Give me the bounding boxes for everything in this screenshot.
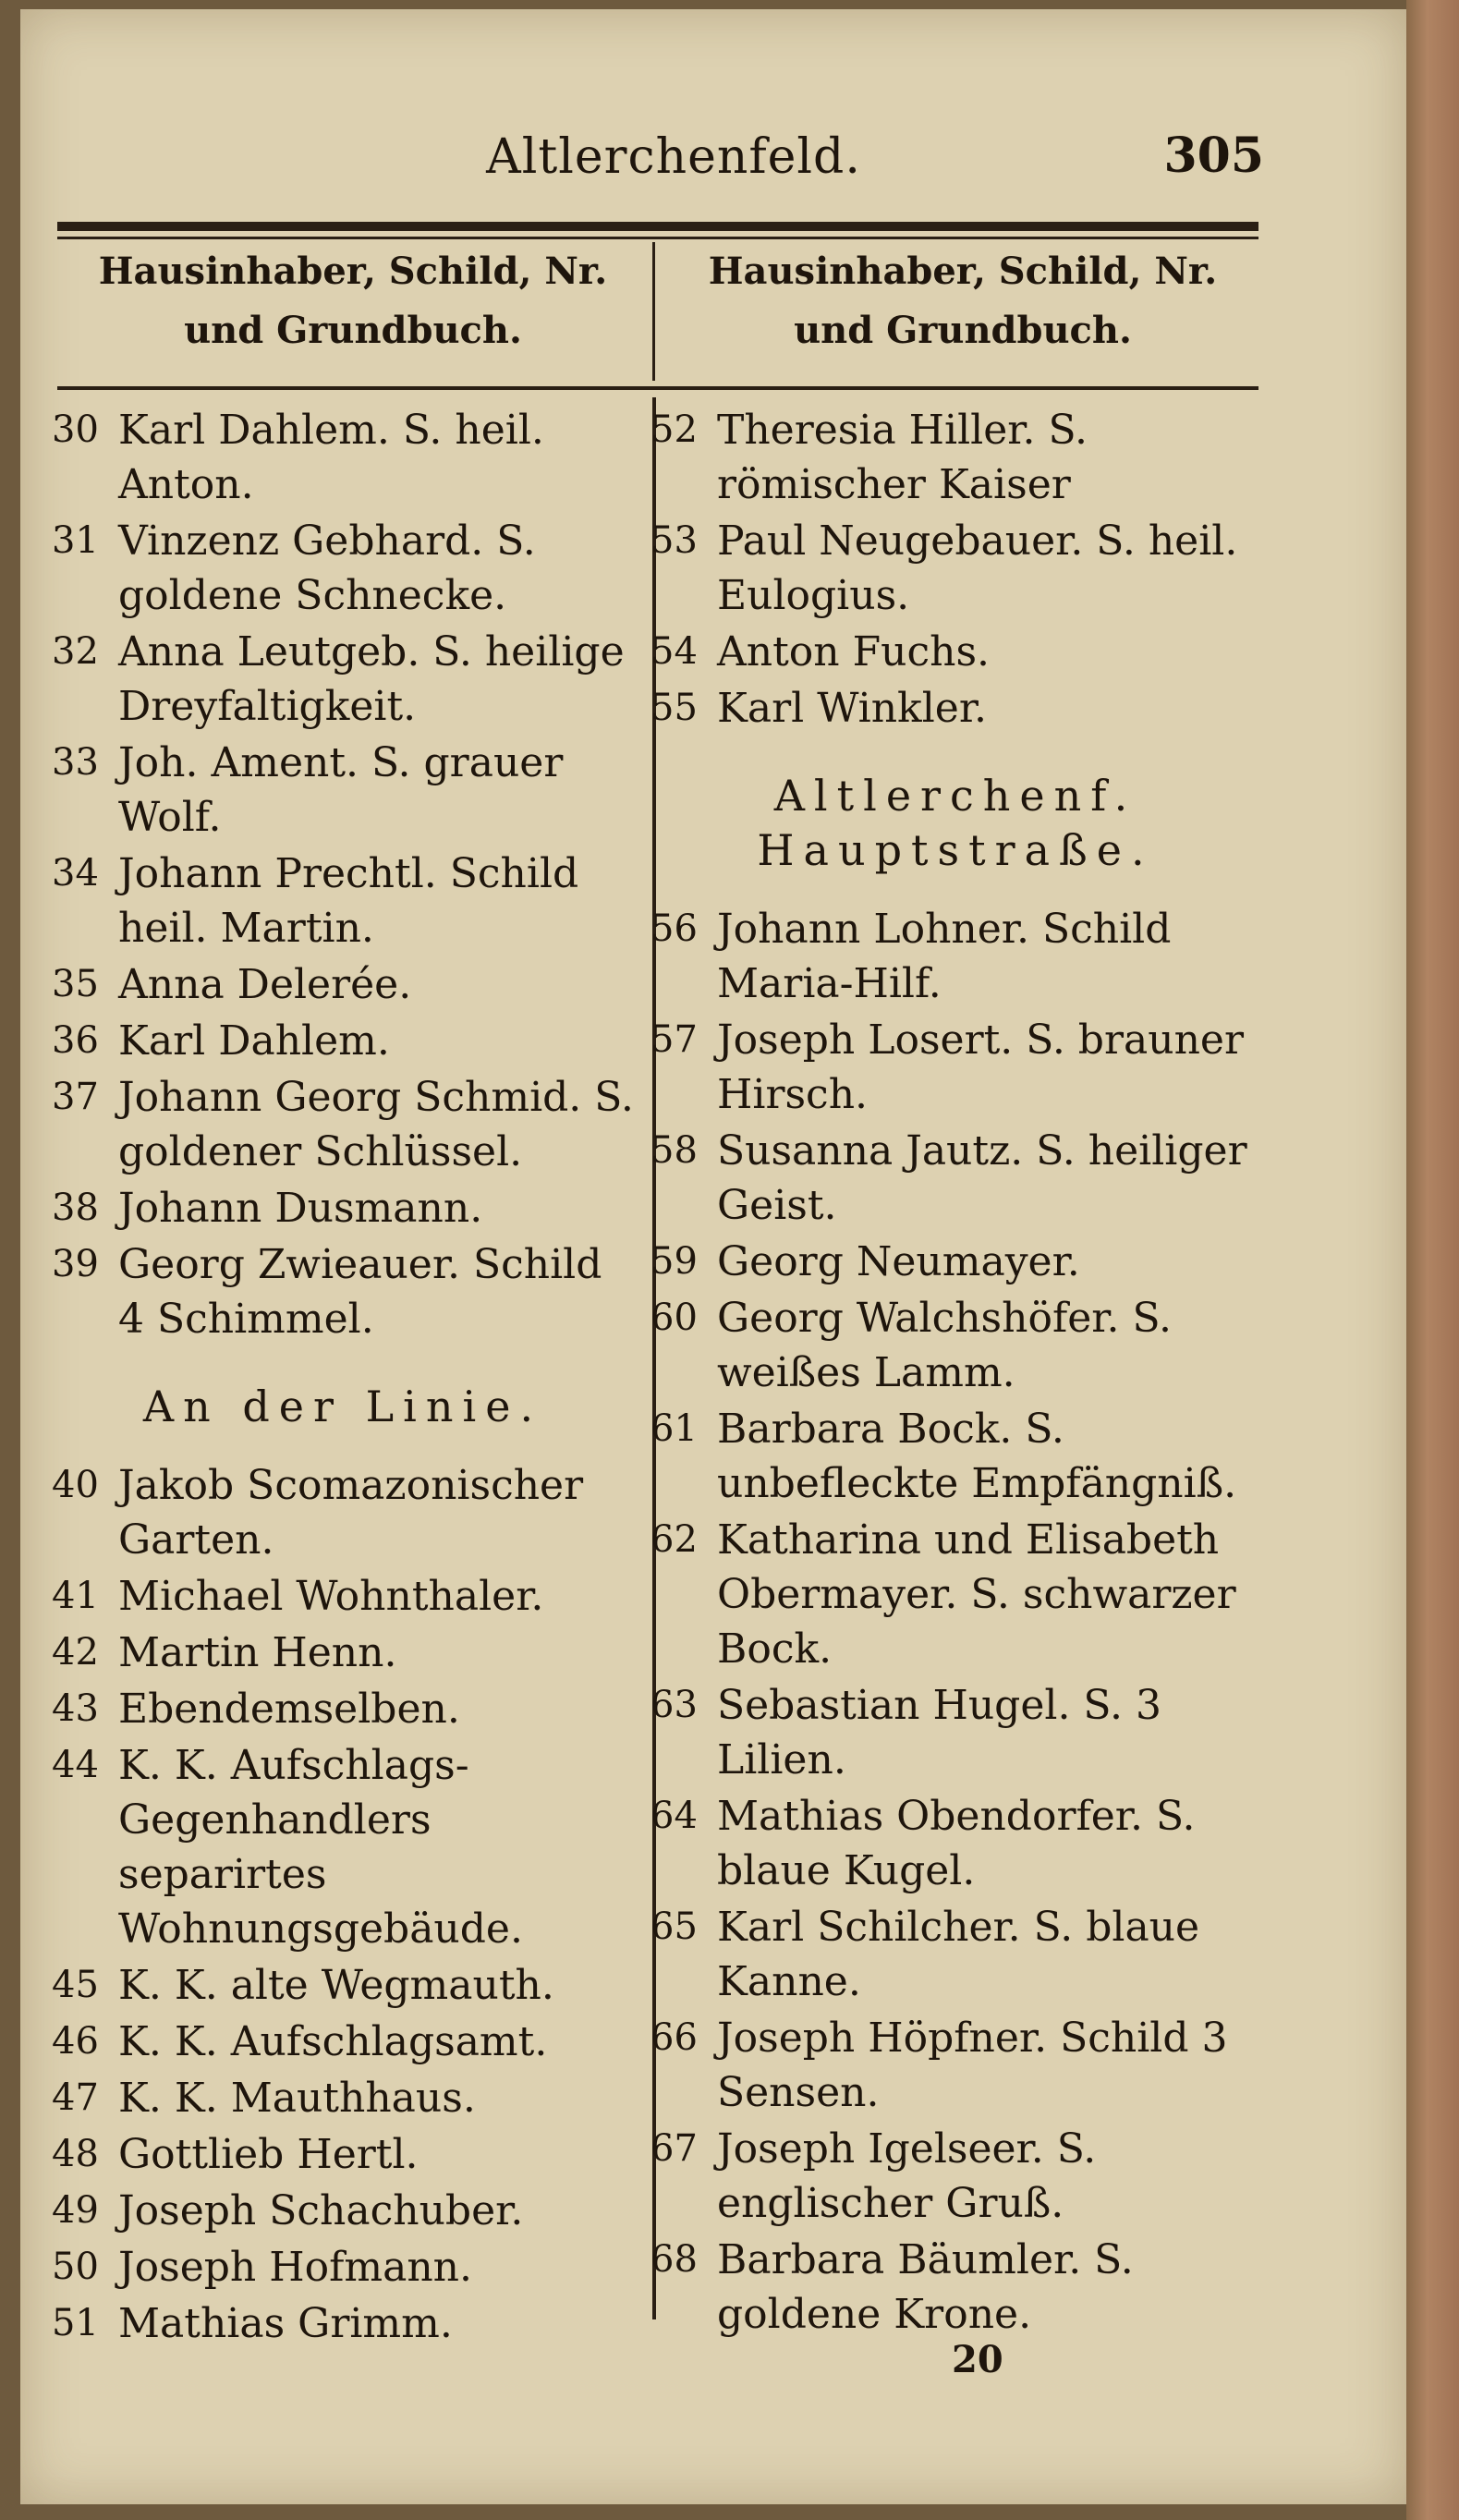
house-entry [52, 846, 634, 956]
house-entry [650, 403, 1260, 512]
right-column-header: Hausinhaber, Schild, Nr. und Grundbuch. [708, 250, 1218, 352]
house-entry [52, 1625, 634, 1680]
house-entry [52, 1070, 634, 1179]
owner-and-sign: Michael Wohnthaler. [118, 1573, 544, 1620]
house-number: 63 [650, 1684, 698, 1726]
house-number: 35 [52, 963, 99, 1005]
house-entry [52, 1738, 634, 1956]
owner-and-sign: Karl Dahlem. S. heil. Anton. [118, 407, 544, 508]
section-title-an-der-linie: An der Linie. [142, 1382, 543, 1431]
house-entry [650, 1402, 1260, 1511]
left-column [52, 403, 634, 2353]
owner-and-sign: Barbara Bock. S. unbefleckte Empfängniß. [717, 1406, 1237, 1507]
house-entry [650, 514, 1260, 623]
owner-and-sign: Anton Fuchs. [717, 628, 991, 676]
owner-and-sign: Paul Neugebauer. S. heil. Eulogius. [717, 517, 1238, 619]
house-number: 55 [650, 687, 698, 729]
house-entry [650, 625, 1260, 679]
house-number: 45 [52, 1964, 99, 2006]
house-entry [650, 1678, 1260, 1787]
house-number: 57 [650, 1018, 698, 1061]
house-number: 64 [650, 1795, 698, 1837]
owner-and-sign: Joseph Hofmann. [118, 2244, 473, 2291]
owner-and-sign: Vinzenz Gebhard. S. goldene Schnecke. [118, 517, 536, 619]
owner-and-sign: Ebendemselben. [118, 1686, 460, 1733]
house-entry [52, 1569, 634, 1624]
house-entry [650, 1291, 1260, 1400]
house-entry [650, 1513, 1260, 1676]
house-number: 56 [650, 907, 698, 950]
owner-and-sign: Karl Schilcher. S. blaue Kanne. [717, 1904, 1200, 2005]
owner-and-sign: Joseph Losert. S. brauner Hirsch. [717, 1017, 1244, 1118]
house-entry [650, 2233, 1260, 2342]
header-rule-thin [57, 237, 1258, 239]
owner-and-sign: Anna Leutgeb. S. heilige Dreyfaltigkeit. [118, 628, 625, 730]
house-number: 48 [52, 2133, 99, 2175]
house-number: 36 [52, 1019, 99, 1062]
house-entry [650, 902, 1260, 1011]
house-entry [650, 1235, 1260, 1289]
owner-and-sign: Joh. Ament. S. grauer Wolf. [118, 739, 564, 841]
owner-and-sign: Georg Zwieauer. Schild 4 Schimmel. [118, 1241, 602, 1343]
house-entry [52, 2240, 634, 2295]
owner-and-sign: Georg Neumayer. [717, 1238, 1080, 1285]
page-title: Altlerchenfeld. [486, 129, 861, 185]
house-number: 52 [650, 408, 698, 451]
house-number: 33 [52, 741, 99, 784]
owner-and-sign: K. K. Mauthhaus. [118, 2075, 476, 2122]
house-number: 67 [650, 2127, 698, 2170]
owner-and-sign: Joseph Schachuber. [118, 2187, 524, 2234]
house-number: 65 [650, 1905, 698, 1948]
house-entry [52, 1458, 634, 1567]
house-number: 39 [52, 1243, 99, 1285]
header-divider [652, 242, 655, 381]
house-number: 30 [52, 408, 99, 451]
owner-and-sign: Gottlieb Hertl. [118, 2131, 419, 2178]
house-number: 42 [52, 1631, 99, 1674]
house-number: 43 [52, 1687, 99, 1730]
left-column-header: Hausinhaber, Schild, Nr. und Grundbuch. [98, 250, 608, 352]
house-entry [650, 1900, 1260, 2009]
house-entry [52, 1958, 634, 2013]
owner-and-sign: K. K. Aufschlags-Gegenhandlers separirtes Wohnungsgebäude. [118, 1742, 523, 1953]
owner-and-sign: Johann Lohner. Schild Maria-Hilf. [717, 906, 1172, 1007]
owner-and-sign: Martin Henn. [118, 1629, 397, 1676]
house-number: 59 [650, 1240, 698, 1283]
house-entry [52, 1014, 634, 1068]
owner-and-sign: Joseph Igelseer. S. englischer Gruß. [717, 2125, 1097, 2227]
owner-and-sign: Mathias Grimm. [118, 2300, 453, 2347]
house-number: 50 [52, 2246, 99, 2288]
house-entry [52, 514, 634, 623]
owner-and-sign: Karl Dahlem. [118, 1017, 390, 1065]
house-number: 51 [52, 2302, 99, 2344]
owner-and-sign: Anna Delerée. [118, 961, 412, 1008]
house-number: 54 [650, 630, 698, 673]
house-entry [52, 2015, 634, 2069]
right-entries-bottom [650, 902, 1260, 2342]
owner-and-sign: Susanna Jautz. S. heiliger Geist. [717, 1127, 1247, 1229]
house-entry [52, 2071, 634, 2125]
left-entries-top [52, 403, 634, 1346]
house-entry [52, 957, 634, 1012]
house-number: 60 [650, 1297, 698, 1339]
owner-and-sign: Johann Prechtl. Schild heil. Martin. [118, 850, 579, 952]
house-entry [52, 403, 634, 512]
house-number: 32 [52, 630, 99, 673]
house-entry [650, 1789, 1260, 1898]
house-number: 49 [52, 2189, 99, 2232]
house-number: 46 [52, 2020, 99, 2063]
owner-and-sign: Katharina und Elisabeth Obermayer. S. schwarzer Bock. [717, 1516, 1236, 1673]
page-header [83, 118, 1264, 201]
house-entry [650, 1013, 1260, 1122]
house-entry [52, 1237, 634, 1346]
house-number: 37 [52, 1076, 99, 1118]
right-column [650, 403, 1260, 2343]
house-entry [52, 2127, 634, 2182]
owner-and-sign: Joseph Höpfner. Schild 3 Sensen. [717, 2015, 1228, 2116]
page-number: 305 [1163, 128, 1264, 184]
owner-and-sign: Karl Winkler. [717, 685, 988, 732]
house-number: 62 [650, 1518, 698, 1561]
header-rule-thick [57, 222, 1258, 231]
house-entry [52, 1181, 634, 1236]
house-number: 41 [52, 1575, 99, 1617]
owner-and-sign: Johann Dusmann. [118, 1185, 483, 1232]
owner-and-sign: K. K. alte Wegmauth. [118, 1962, 554, 2009]
house-number: 38 [52, 1187, 99, 1229]
house-number: 47 [52, 2076, 99, 2119]
owner-and-sign: Johann Georg Schmid. S. goldener Schlüssel. [118, 1074, 634, 1175]
house-entry [52, 2184, 634, 2238]
house-number: 44 [52, 1744, 99, 1786]
owner-and-sign: Georg Walchshöfer. S. weißes Lamm. [717, 1295, 1173, 1396]
house-number: 53 [650, 519, 698, 562]
page-edge [1406, 0, 1459, 2520]
owner-and-sign: K. K. Aufschlagsamt. [118, 2018, 548, 2065]
owner-and-sign: Barbara Bäumler. S. goldene Krone. [717, 2236, 1134, 2338]
house-number: 66 [650, 2016, 698, 2059]
house-number: 68 [650, 2238, 698, 2281]
owner-and-sign: Theresia Hiller. S. römischer Kaiser [717, 407, 1088, 508]
owner-and-sign: Sebastian Hugel. S. 3 Lilien. [717, 1682, 1161, 1783]
owner-and-sign: Mathias Obendorfer. S. blaue Kugel. [717, 1793, 1196, 1894]
house-entry [650, 681, 1260, 736]
house-number: 34 [52, 852, 99, 895]
house-entry [650, 2011, 1260, 2120]
right-entries-top [650, 403, 1260, 736]
column-headers [57, 242, 1258, 381]
house-number: 58 [650, 1129, 698, 1172]
left-entries-bottom [52, 1458, 634, 2351]
house-entry [650, 1124, 1260, 1233]
house-number: 61 [650, 1407, 698, 1450]
signature-mark: 20 [952, 2338, 1003, 2381]
header-underline-rule [57, 386, 1258, 390]
house-number: 31 [52, 519, 99, 562]
house-entry [52, 1682, 634, 1736]
house-entry [52, 736, 634, 845]
house-entry [52, 625, 634, 734]
house-entry [650, 2122, 1260, 2231]
house-number: 40 [52, 1464, 99, 1506]
owner-and-sign: Jakob Scomazonischer Garten. [118, 1462, 584, 1564]
house-entry [52, 2296, 634, 2351]
section-title-hauptstrasse: Altlerchenf. Hauptstraße. [757, 771, 1154, 875]
